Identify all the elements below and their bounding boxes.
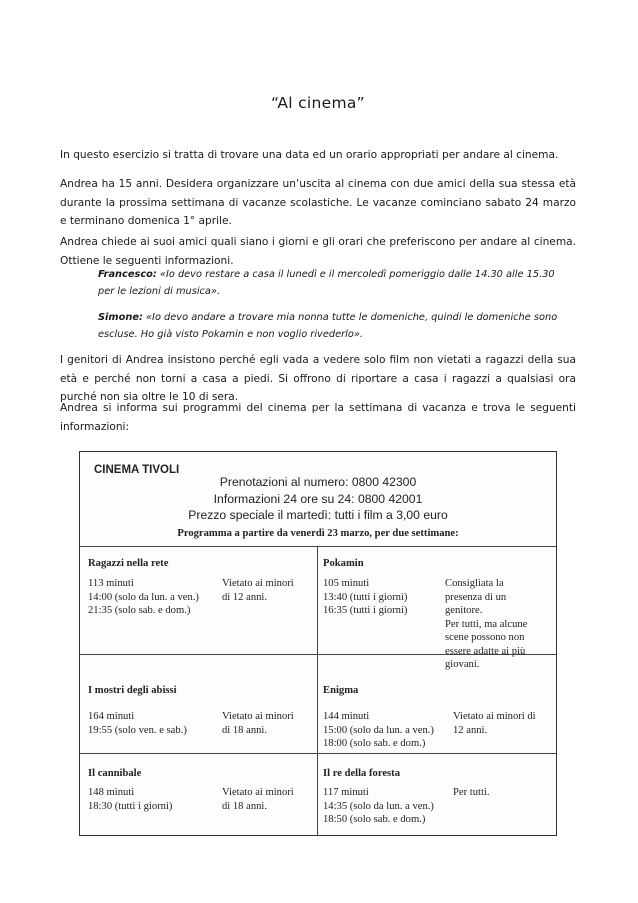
film-note: Vietato ai minori di 18 anni. <box>222 711 294 736</box>
francesco-name: Francesco: <box>98 269 157 280</box>
film-card <box>323 684 553 749</box>
film-title: Il re della foresta <box>323 768 400 779</box>
simone-quote <box>98 309 568 343</box>
film-card <box>88 684 312 736</box>
poster-divider <box>80 753 556 754</box>
film-schedule: 144 minuti 15:00 (solo da lun. a ven.) 18:00 (solo sab. e dom.) <box>323 711 434 749</box>
cinema-poster <box>79 451 557 836</box>
film-card <box>323 557 553 670</box>
film-card <box>88 557 312 616</box>
film-note: Vietato ai minori di 12 anni. <box>453 711 536 736</box>
francesco-quote <box>98 266 568 300</box>
film-card <box>323 767 553 825</box>
intro-paragraph: In questo esercizio si tratta di trovare una data ed un orario appropriati per andare al cinema. <box>60 149 559 161</box>
film-note: Consigliata la presenza di un genitore. Per tutti, ma alcune scene possono non essere adatte ai più giovani. <box>445 578 528 670</box>
cinema-name: CINEMA TIVOLI <box>94 464 180 476</box>
film-title: Pokamin <box>323 558 364 569</box>
page-title: “Al cinema” <box>271 94 365 112</box>
info-line: Informazioni 24 ore su 24: 0800 42001 <box>213 492 423 506</box>
film-title: Enigma <box>323 685 359 696</box>
film-title: Il cannibale <box>88 768 142 779</box>
film-schedule: 105 minuti 13:40 (tutti i giorni) 16:35 (tutti i giorni) <box>323 578 408 616</box>
film-schedule: 117 minuti 14:35 (solo da lun. a ven.) 18:50 (solo sab. e dom.) <box>323 787 434 825</box>
film-schedule: 148 minuti 18:30 (tutti i giorni) <box>88 787 173 812</box>
film-note: Per tutti. <box>453 787 490 798</box>
friends-paragraph: Andrea chiede ai suoi amici quali siano i giorni e gli orari che preferiscono per andare al cinema. Ottiene le seguenti informazioni. <box>60 236 576 267</box>
film-title: Ragazzi nella rete <box>88 558 169 569</box>
film-note: Vietato ai minori di 12 anni. <box>222 578 294 603</box>
film-schedule: 164 minuti 19:55 (solo ven. e sab.) <box>88 711 187 736</box>
francesco-text: «Io devo restare a casa il lunedì e il mercoledì pomeriggio dalle 14.30 alle 15.30 per le lezioni di musica». <box>98 269 555 297</box>
cinema-info-paragraph: Andrea si informa sui programmi del cinema per la settimana di vacanza e trova le seguenti informazioni: <box>60 402 576 433</box>
parents-paragraph: I genitori di Andrea insistono perché egli vada a vedere solo film non vietati a ragazzi della sua età e perché non torni a casa a piedi. Si offrono di riportare a casa i ragazzi a qualsiasi ora purché non sia oltre le 10 di sera. <box>60 354 576 403</box>
film-card <box>88 767 312 812</box>
booking-line: Prenotazioni al numero: 0800 42300 <box>219 475 417 489</box>
poster-divider <box>80 546 556 547</box>
programme-line: Programma a partire da venerdì 23 marzo, per due settimane: <box>177 528 459 539</box>
andrea-paragraph: Andrea ha 15 anni. Desidera organizzare un’uscita al cinema con due amici della sua stessa età durante la prossima settimana di vacanze scolastiche. Le vacanze cominciano sabato 24 marzo e terminano domenica 1° aprile. <box>60 178 576 227</box>
poster-header <box>80 452 556 546</box>
film-note: Vietato ai minori di 18 anni. <box>222 787 294 812</box>
price-line: Prezzo speciale il martedì: tutti i film a 3,00 euro <box>188 508 448 522</box>
film-schedule: 113 minuti 14:00 (solo da lun. a ven.) 21:35 (solo sab. e dom.) <box>88 578 199 616</box>
simone-name: Simone: <box>98 312 143 323</box>
film-title: I mostri degli abissi <box>88 685 177 696</box>
poster-column-divider <box>317 546 318 835</box>
simone-text: «Io devo andare a trovare mia nonna tutte le domeniche, quindi le domeniche sono escluse. Ho già visto Pokamin e non voglio rivederlo». <box>98 312 558 340</box>
